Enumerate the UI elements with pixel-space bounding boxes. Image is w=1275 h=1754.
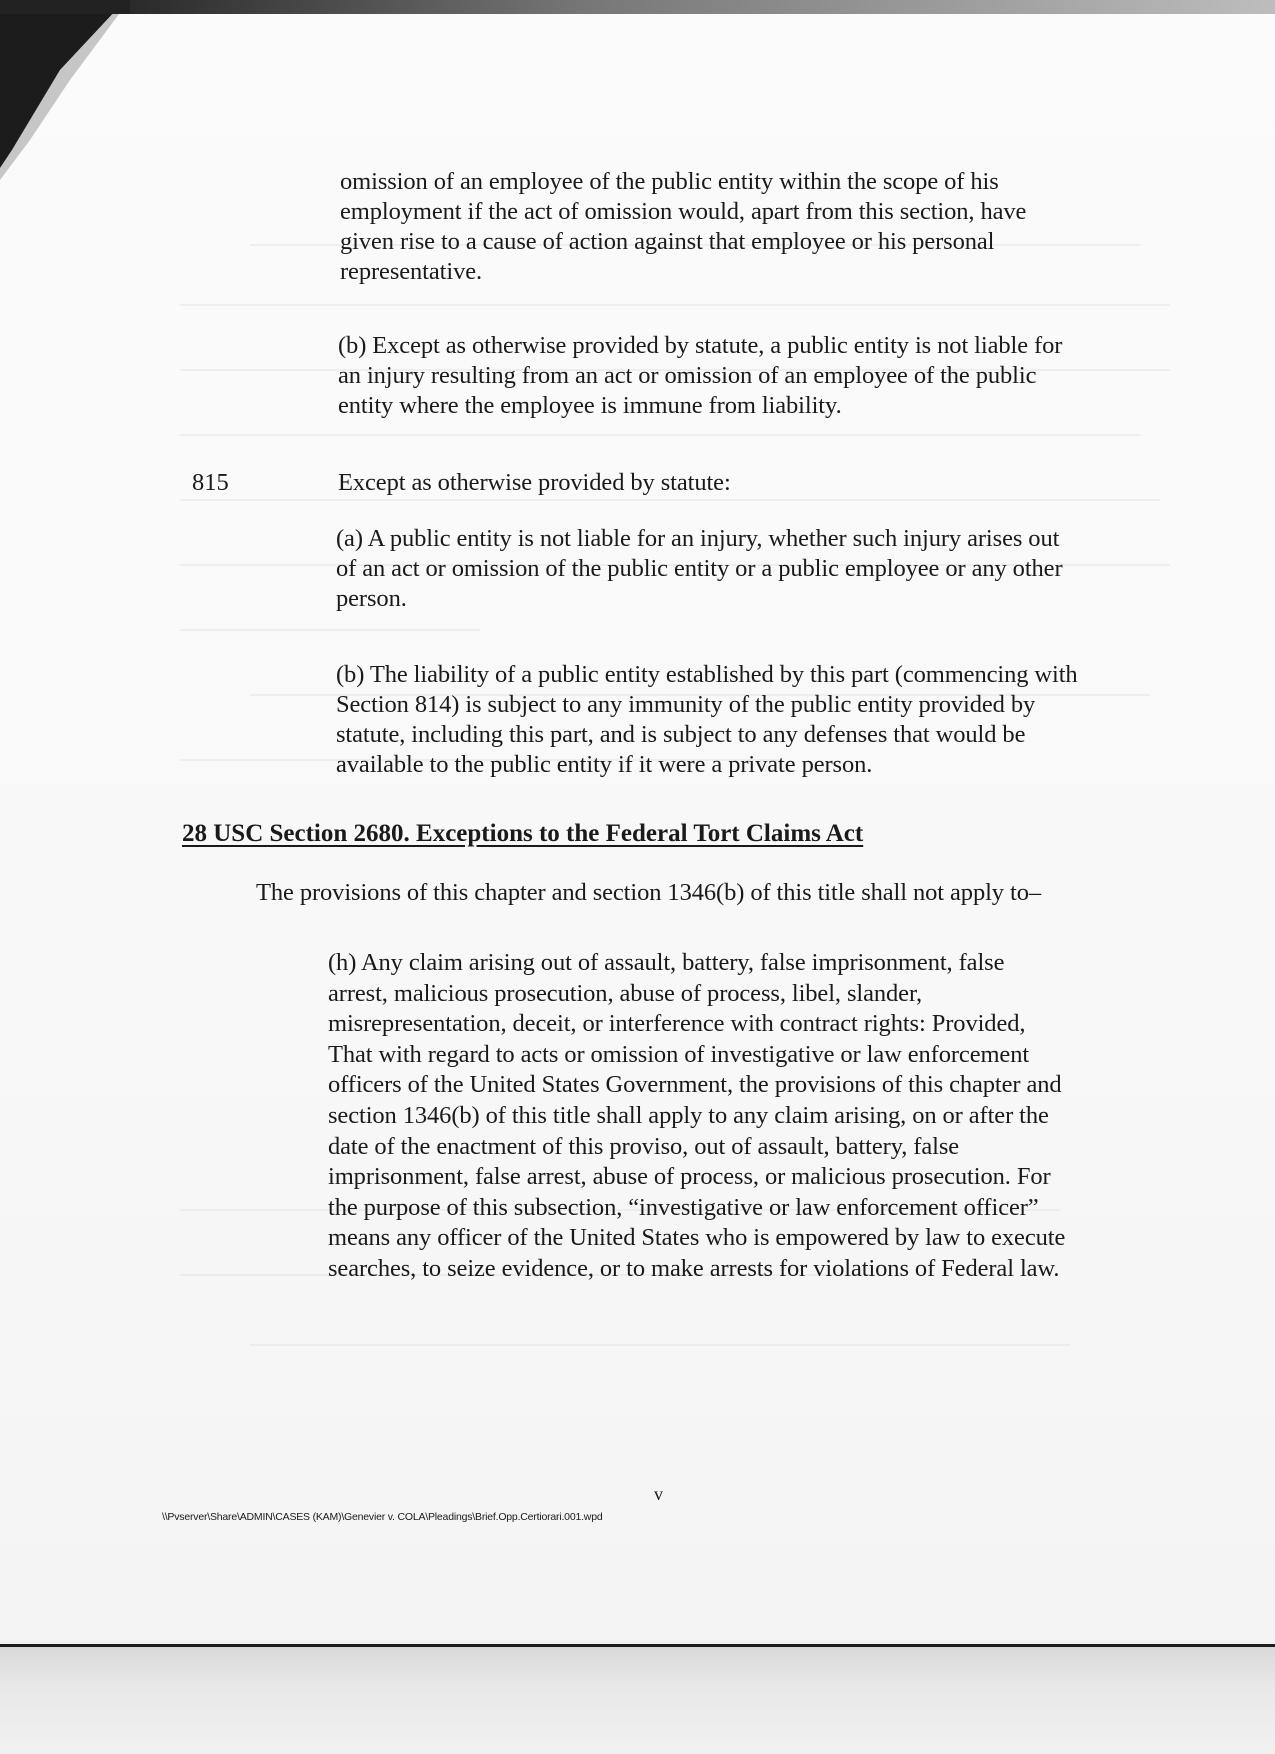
text-line: available to the public entity if it were a private person. xyxy=(336,751,873,778)
section-815-paragraph-a xyxy=(336,524,1063,614)
text-line: (h) Any claim arising out of assault, battery, false imprisonment, false xyxy=(328,949,1005,976)
page-top-edge xyxy=(130,0,1275,14)
text-line: misrepresentation, deceit, or interference with contract rights: Provided, xyxy=(328,1010,1026,1038)
section-815-paragraph-b xyxy=(336,660,1078,780)
text-line: section 1346(b) of this title shall apply to any claim arising, on or after the xyxy=(328,1101,1049,1129)
text-line: That with regard to acts or omission of investigative or law enforcement xyxy=(328,1040,1030,1068)
text-line: date of the enactment of this proviso, out of assault, battery, false xyxy=(328,1132,960,1160)
text-line: person. xyxy=(336,585,407,612)
section-2680-paragraph-h xyxy=(328,948,1065,1285)
text-line: an injury resulting from an act or omission of an employee of the public xyxy=(338,362,1037,389)
text-line: of an act or omission of the public entity or a public employee or any other xyxy=(336,555,1063,582)
paragraph-omission xyxy=(340,167,1026,287)
text-line: representative. xyxy=(340,258,483,285)
text-line: entity where the employee is immune from liability. xyxy=(338,392,842,419)
page-corner-fold xyxy=(0,0,130,200)
text-line: means any officer of the United States who is empowered by law to execute xyxy=(328,1224,1066,1252)
text-line: employment if the act of omission would, apart from this section, have xyxy=(340,198,1027,225)
text-line: Except as otherwise provided by statute: xyxy=(338,469,731,496)
text-line: searches, to seize evidence, or to make arrests for violations of Federal law. xyxy=(328,1254,1060,1282)
section-2680-intro xyxy=(256,878,1041,908)
footer-file-path: \\Pvserver\Share\ADMIN\CASES (KAM)\Genevier v. COLA\Pleadings\Brief.Opp.Certiorari.001.wpd xyxy=(162,1511,603,1523)
section-heading-2680: 28 USC Section 2680. Exceptions to the Federal Tort Claims Act xyxy=(182,820,864,847)
text-line: (b) The liability of a public entity established by this part (commencing with xyxy=(336,661,1078,688)
text-line: given rise to a cause of action against that employee or his personal xyxy=(340,228,995,255)
text-line: arrest, malicious prosecution, abuse of process, libel, slander, xyxy=(328,979,923,1007)
page-number: v xyxy=(654,1484,663,1504)
text-line: (b) Except as otherwise provided by statute, a public entity is not liable for xyxy=(338,332,1063,359)
paragraph-b-immunity xyxy=(338,331,1062,421)
text-line: imprisonment, false arrest, abuse of process, or malicious prosecution. For xyxy=(328,1163,1051,1191)
text-line: The provisions of this chapter and section 1346(b) of this title shall not apply to– xyxy=(256,879,1041,906)
text-line: statute, including this part, and is subject to any defenses that would be xyxy=(336,721,1026,748)
scanner-background xyxy=(0,1647,1275,1754)
text-line: officers of the United States Government, the provisions of this chapter and xyxy=(328,1071,1062,1099)
document-page xyxy=(0,14,1275,1644)
text-line: omission of an employee of the public entity within the scope of his xyxy=(340,168,999,195)
text-line: the purpose of this subsection, “investigative or law enforcement officer” xyxy=(328,1193,1039,1221)
text-line: (a) A public entity is not liable for an injury, whether such injury arises out xyxy=(336,525,1060,552)
section-number-815: 815 xyxy=(192,469,229,496)
section-815-intro xyxy=(338,468,731,498)
text-line: Section 814) is subject to any immunity of the public entity provided by xyxy=(336,691,1036,718)
